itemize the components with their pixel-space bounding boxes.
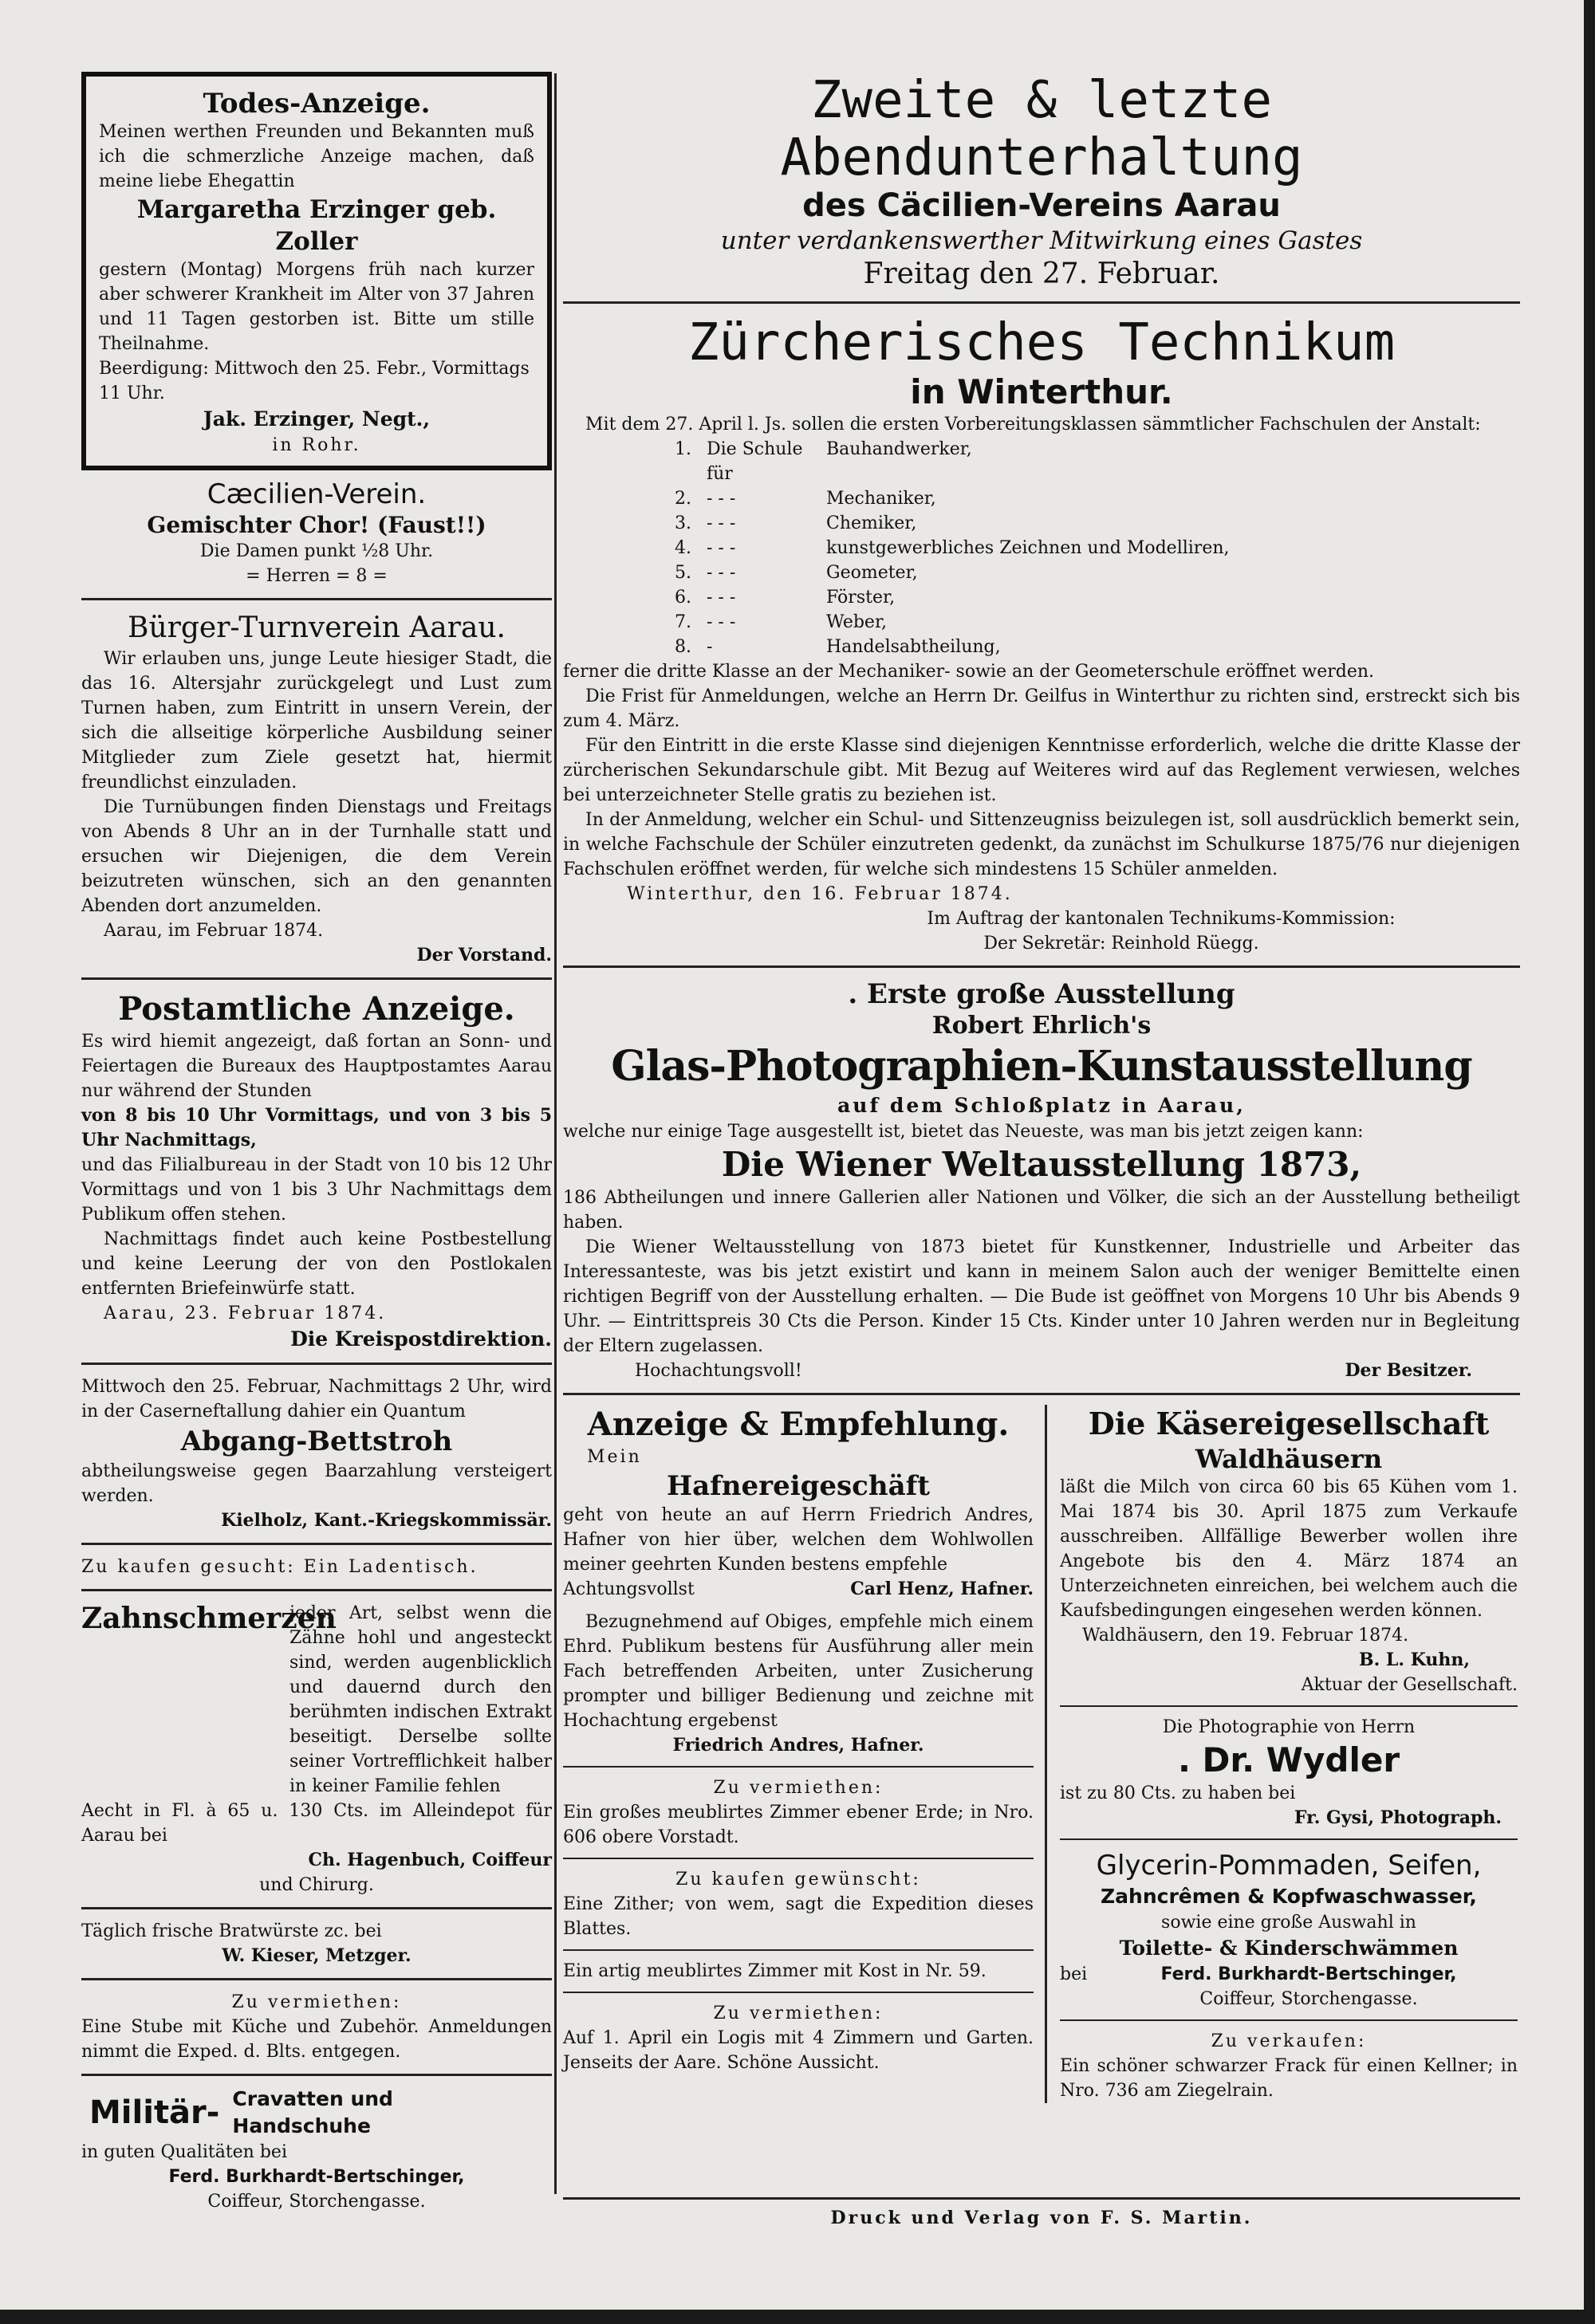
- kaeserei-date: Waldhäusern, den 19. Februar 1874.: [1082, 1626, 1409, 1646]
- technikum-schools-list: [675, 437, 1520, 659]
- concert-subtitle: des Cäcilien-Vereins Aarau: [802, 187, 1281, 224]
- turnverein-text-1: Wir erlauben uns, junge Leute hiesiger Stadt, die das 16. Altersjahr zurückgelegt und Lust zum Turnen haben, zum Eintritt in unsern Verein, der sich die allseitige körperliche Ausbildung seiner Mitglieder zum Ziele gesetzt hat, hiermit freundlichst einzuladen.: [81, 649, 552, 792]
- kaeserei-title: Die Käsereigesellschaft: [1088, 1406, 1490, 1441]
- glas-location: auf dem Schloßplatz in Aarau,: [837, 1094, 1246, 1117]
- item-number: 7.: [675, 612, 691, 632]
- left-column: [81, 72, 552, 2214]
- hafner-text-2: Bezugnehmend auf Obiges, empfehle mich einem Ehrd. Publikum bestens für Ausführung aller mein Fach betreffenden Arbeiten, unter Zusicherung prompter und billiger Bedienung und zeichne mit Hochachtung ergebenst: [563, 1612, 1034, 1731]
- deceased-name: Margaretha Erzinger geb. Zoller: [136, 195, 497, 256]
- caecilien-notice: [81, 477, 552, 588]
- scan-edge-right: [1584, 0, 1595, 2324]
- post-signature: Die Kreispostdirektion.: [290, 1327, 552, 1351]
- death-notice-text: Meinen werthen Freunden und Bekannten muß ich die schmerzliche Anzeige machen, daß meine liebe Ehegattin: [99, 122, 534, 191]
- stube-notice: [81, 1990, 552, 2064]
- frack-notice: [1060, 2029, 1518, 2103]
- glas-heading-1: . Erste große Ausstellung: [848, 978, 1235, 1010]
- post-notice: [81, 989, 552, 1353]
- glycerin-subtitle-2: Toilette- & Kinderschwämmen: [1119, 1937, 1459, 1960]
- hafner-text-1: geht von heute an auf Herrn Friedrich Andres, Hafner von hier über, welchen dem Wohlwollen meiner geehrten Kunden bestens empfehle: [563, 1505, 1034, 1575]
- militaer-cravatten: Cravatten und: [232, 2087, 393, 2110]
- death-notice: [81, 72, 552, 470]
- hafner-title: Anzeige & Empfehlung.: [587, 1406, 1010, 1443]
- divider: [1060, 2019, 1518, 2021]
- militaer-handschuhe: Handschuhe: [232, 2114, 371, 2137]
- glas-exhibition-notice: [563, 977, 1520, 1383]
- death-notice-title: Todes-Anzeige.: [203, 88, 431, 120]
- divider: [81, 977, 552, 980]
- technikum-school-item: [675, 635, 1520, 659]
- turnverein-text-2: Die Turnübungen finden Dienstags und Freitags von Abends 8 Uhr an in der Turnhalle statt und ersuchen wir Diejenigen, die dem Verein beizutreten wünschen, sich an den genannten Abenden dort anzumelden.: [81, 797, 552, 916]
- glas-signature: Der Besitzer.: [1345, 1360, 1472, 1381]
- ladentisch-notice: Zu kaufen gesucht: Ein Ladentisch.: [81, 1557, 478, 1577]
- glas-heading-2: Robert Ehrlich's: [931, 1012, 1152, 1040]
- technikum-text-4: In der Anmeldung, welcher ein Schul- und Sittenzeugniss beizulegen ist, soll ausdrücklich bemerkt sein, in welche Fachschule der Schüler einzutreten gedenkt, da zunächst im Schulkurse 1875/76 nur diejenigen Fachschulen eröffnet werden, für welche sich mindestens 15 Schüler anmelden.: [563, 810, 1520, 879]
- imprint-footer: [563, 2197, 1520, 2231]
- bettstroh-signature: Kielholz, Kant.-Kriegskommissär.: [221, 1510, 552, 1531]
- death-notice-text-2: gestern (Montag) Morgens früh nach kurzer aber schwerer Krankheit im Alter von 37 Jahren und 11 Tagen gestorben ist. Bitte um stille Theilnahme.: [99, 260, 534, 354]
- divider: [81, 1978, 552, 1980]
- militaer-notice: [81, 2086, 552, 2214]
- glycerin-notice: [1060, 1848, 1518, 2011]
- hafner-signature-2: Friedrich Andres, Hafner.: [672, 1735, 924, 1756]
- burial-info: Beerdigung: Mittwoch den 25. Febr., Vormittags 11 Uhr.: [99, 359, 530, 403]
- zahnschmerzen-signature-2: und Chirurg.: [259, 1875, 374, 1895]
- item-label: Geometer,: [826, 563, 918, 583]
- caecilien-line-1: Die Damen punkt ½8 Uhr.: [199, 541, 434, 561]
- turnverein-title: Bürger-Turnverein Aarau.: [128, 611, 506, 644]
- item-prefix: - - -: [707, 538, 736, 558]
- glycerin-title: Glycerin-Pommaden, Seifen,: [1096, 1850, 1482, 1882]
- technikum-signature-2: Der Sekretär: Reinhold Rüegg.: [983, 934, 1259, 954]
- item-label: kunstgewerbliches Zeichnen und Modelliren,: [826, 538, 1230, 558]
- divider: [81, 1363, 552, 1365]
- technikum-notice: [563, 313, 1520, 956]
- zither-notice: [563, 1867, 1034, 1941]
- logis-text: Auf 1. April ein Logis mit 4 Zimmern und Garten. Jenseits der Aare. Schöne Aussicht.: [563, 2028, 1034, 2073]
- turnverein-notice: [81, 610, 552, 968]
- concert-title: Zweite & letzte Abendunterhaltung: [780, 71, 1303, 187]
- kaeserei-text: läßt die Milch von circa 60 bis 65 Kühen vom 1. Mai 1874 bis 30. April 1875 zum Verkaufe ausschreiben. Allfällige Bewerber wollen ihre Angebote bis den 4. März 1874 an Unterzeichneten einreichen, bei welchem auch die Kaufsbedingungen eingesehen werden können.: [1060, 1477, 1518, 1621]
- item-number: 4.: [675, 538, 691, 558]
- hafner-notice: [563, 1405, 1034, 1758]
- concert-subtitle-2: unter verdankenswerther Mitwirkung eines Gastes: [720, 226, 1363, 255]
- glycerin-text: sowie eine große Auswahl in: [1161, 1913, 1416, 1933]
- divider: [1060, 1705, 1518, 1707]
- technikum-school-item: [675, 511, 1520, 536]
- zither-text: Eine Zither; von wem, sagt die Expedition dieses Blattes.: [563, 1894, 1034, 1939]
- item-label: Handelsabtheilung,: [826, 637, 1001, 657]
- divider: [563, 1992, 1034, 1993]
- wydler-title: . Dr. Wydler: [1177, 1740, 1400, 1779]
- death-notice-place: in Rohr.: [272, 435, 361, 455]
- technikum-subtitle: in Winterthur.: [910, 372, 1173, 411]
- wydler-text-1: Die Photographie von Herrn: [1162, 1717, 1416, 1737]
- zimmer-rent-text: Ein großes meublirtes Zimmer ebener Erde; in Nro. 606 obere Vorstadt.: [563, 1803, 1034, 1847]
- divider: [563, 1949, 1034, 1951]
- post-text-1: Es wird hiemit angezeigt, daß fortan an Sonn- und Feiertagen die Bureaux des Hauptpostamtes Aarau nur während der Stunden: [81, 1032, 552, 1101]
- divider: [81, 1907, 552, 1909]
- technikum-text-3: Für den Eintritt in die erste Klasse sind diejenigen Kenntnisse erforderlich, welche die dritte Klasse der zürcherischen Sekundarschule gibt. Mit Bezug auf Weiteres wird auf das Reglement verwiesen, welches bei unterzeichneter Stelle gratis zu beziehen ist.: [563, 736, 1520, 805]
- bratwurst-notice: [81, 1919, 552, 1968]
- zahnschmerzen-title: Zahnschmerzen: [81, 1602, 337, 1635]
- turnverein-signature: Der Vorstand.: [416, 945, 552, 965]
- item-prefix: - - -: [707, 563, 736, 583]
- technikum-school-item: [675, 585, 1520, 610]
- frack-title: Zu verkaufen:: [1211, 2031, 1367, 2051]
- glycerin-signature-1: Ferd. Burkhardt-Bertschinger,: [1160, 1964, 1457, 1984]
- technikum-title: Zürcherisches Technikum: [687, 313, 1396, 372]
- scan-edge-bottom: [0, 2310, 1595, 2324]
- divider: [563, 2197, 1520, 2200]
- technikum-school-item: [675, 486, 1520, 511]
- glas-text-1: welche nur einige Tage ausgestellt ist, bietet das Neueste, was man bis jetzt zeigen kann:: [563, 1122, 1364, 1142]
- item-prefix: - - -: [707, 489, 736, 509]
- glas-closing: Hochachtungsvoll!: [635, 1361, 802, 1381]
- ads-right-subcolumn: [1047, 1405, 1518, 2103]
- kaeserei-signature-1: B. L. Kuhn,: [1359, 1650, 1470, 1670]
- item-number: 3.: [675, 513, 691, 533]
- right-column: [563, 72, 1520, 2103]
- item-prefix: Die Schule für: [707, 439, 803, 484]
- two-column-ads: [563, 1405, 1520, 2103]
- glycerin-signature-2: Coiffeur, Storchengasse.: [1199, 1989, 1418, 2009]
- bratwurst-signature: W. Kieser, Metzger.: [222, 1945, 412, 1966]
- wydler-text-2: ist zu 80 Cts. zu haben bei: [1060, 1783, 1296, 1803]
- divider: [81, 1589, 552, 1591]
- ads-left-subcolumn: [563, 1405, 1047, 2103]
- militaer-text: in guten Qualitäten bei: [81, 2142, 287, 2162]
- technikum-text-2: Die Frist für Anmeldungen, welche an Herrn Dr. Geilfus in Winterthur zu richten sind, erstreckt sich bis zum 4. März.: [563, 686, 1520, 731]
- zahnschmerzen-signature: Ch. Hagenbuch, Coiffeur: [308, 1850, 552, 1870]
- wydler-notice: [1060, 1715, 1518, 1830]
- bratwurst-text: Täglich frische Bratwürste zc. bei: [81, 1921, 382, 1941]
- item-prefix: - - -: [707, 513, 736, 533]
- divider: [563, 1766, 1034, 1768]
- technikum-text-1: ferner die dritte Klasse an der Mechaniker- sowie an der Geometerschule eröffnet werden.: [563, 662, 1375, 682]
- glas-text-2: 186 Abtheilungen und innere Gallerien aller Nationen und Völker, die sich an der Ausstellung betheiligt haben.: [563, 1188, 1520, 1233]
- item-label: Chemiker,: [826, 513, 917, 533]
- zither-title: Zu kaufen gewünscht:: [675, 1870, 921, 1889]
- item-label: Mechaniker,: [826, 489, 936, 509]
- glas-text-3: Die Wiener Weltausstellung von 1873 bietet für Kunstkenner, Industrielle und Arbeiter das Interessanteste, was bis jetzt existirt und kann in meinem Salon auch der weniger Bemittelte einen richtigen Begriff von der Ausstellung erhalten. — Die Bude ist geöffnet von Morgens 10 Uhr bis Abends 9 Uhr. — Eintrittspreis 30 Cts die Person. Kinder 15 Cts. Kinder unter 10 Jahren werden nur in Begleitung der Eltern zugelassen.: [563, 1237, 1520, 1356]
- hafner-subtitle: Hafnereigeschäft: [667, 1470, 930, 1502]
- technikum-school-item: [675, 437, 1520, 486]
- post-date: Aarau, 23. Februar 1874.: [104, 1304, 387, 1323]
- divider: [81, 2074, 552, 2076]
- item-prefix: - - -: [707, 588, 736, 608]
- concert-notice: [563, 72, 1520, 292]
- divider: [563, 301, 1520, 304]
- divider: [563, 1393, 1520, 1395]
- post-text-3: Nachmittags findet auch keine Postbestellung und keine Leerung der von den Postlokalen entfernten Briefeinwürfe statt.: [81, 1229, 552, 1299]
- glas-title: Glas-Photographien-Kunstausstellung: [611, 1042, 1472, 1091]
- item-label: Weber,: [826, 612, 888, 632]
- item-number: 5.: [675, 563, 691, 583]
- caecilien-subtitle: Gemischter Chor! (Faust!!): [147, 512, 486, 538]
- item-number: 8.: [675, 637, 691, 657]
- divider: [81, 598, 552, 600]
- kaeserei-signature-2: Aktuar der Gesellschaft.: [1301, 1675, 1518, 1695]
- post-text-2: und das Filialbureau in der Stadt von 10 bis 12 Uhr Vormittags und von 1 bis 3 Uhr Nachmittags dem Publikum offen stehen.: [81, 1155, 552, 1225]
- glycerin-subtitle: Zahncrêmen & Kopfwaschwasser,: [1101, 1885, 1477, 1908]
- caecilien-title: Cæcilien-Verein.: [207, 478, 427, 510]
- post-hours: von 8 bis 10 Uhr Vormittags, und von 3 bis 5 Uhr Nachmittags,: [81, 1105, 552, 1150]
- item-label: Bauhandwerker,: [826, 439, 972, 459]
- bettstroh-notice: [81, 1374, 552, 1533]
- bettstroh-text-2: abtheilungsweise gegen Baarzahlung versteigert werden.: [81, 1461, 552, 1506]
- glas-wien-title: Die Wiener Weltausstellung 1873,: [721, 1145, 1362, 1184]
- technikum-signature-1: Im Auftrag der kantonalen Technikums-Kommission:: [927, 909, 1396, 929]
- technikum-school-item: [675, 610, 1520, 635]
- zahnschmerzen-notice: [81, 1601, 552, 1897]
- wydler-signature: Fr. Gysi, Photograph.: [1294, 1807, 1502, 1828]
- imprint-text: Druck und Verlag von F. S. Martin.: [830, 2208, 1253, 2228]
- zimmer-rent-notice: [563, 1775, 1034, 1850]
- zimmer-rent-title: Zu vermiethen:: [713, 1778, 884, 1798]
- item-label: Förster,: [826, 588, 896, 608]
- hafner-closing: Achtungsvollst: [563, 1579, 695, 1599]
- kaeserei-subtitle: Waldhäusern: [1195, 1444, 1383, 1474]
- technikum-school-item: [675, 536, 1520, 560]
- logis-notice: [563, 2001, 1034, 2075]
- zahnschmerzen-text-1: jeder Art, selbst wenn die Zähne hohl und angesteckt sind, werden augenblicklich und dauernd durch den berühmten indischen Extrakt beseitigt. Derselbe sollte seiner Vortrefflichkeit halber in keiner Familie fehlen: [289, 1603, 552, 1796]
- divider: [1060, 1838, 1518, 1840]
- divider: [81, 1543, 552, 1545]
- zimmer-kost-notice: Ein artig meublirtes Zimmer mit Kost in Nr. 59.: [563, 1961, 987, 1981]
- divider: [563, 1858, 1034, 1859]
- stube-title: Zu vermiethen:: [231, 1992, 402, 2012]
- divider: [563, 965, 1520, 968]
- glycerin-bei: bei: [1060, 1964, 1088, 1984]
- item-number: 2.: [675, 489, 691, 509]
- technikum-date: Winterthur, den 16. Februar 1874.: [627, 884, 1013, 904]
- bettstroh-text-1: Mittwoch den 25. Februar, Nachmittags 2 Uhr, wird in der Caserneftallung dahier ein Quantum: [81, 1377, 552, 1422]
- bettstroh-title: Abgang-Bettstroh: [180, 1425, 453, 1457]
- militaer-title: Militär-: [89, 2094, 220, 2131]
- militaer-signature-2: Coiffeur, Storchengasse.: [207, 2192, 426, 2212]
- militaer-signature: Ferd. Burkhardt-Bertschinger,: [168, 2167, 465, 2187]
- item-prefix: - - -: [707, 612, 736, 632]
- turnverein-date: Aarau, im Februar 1874.: [104, 921, 324, 941]
- technikum-school-item: [675, 560, 1520, 585]
- item-prefix: -: [707, 637, 713, 657]
- hafner-signature-1: Carl Henz, Hafner.: [850, 1579, 1034, 1599]
- stube-text: Eine Stube mit Küche und Zubehör. Anmeldungen nimmt die Exped. d. Blts. entgegen.: [81, 2017, 552, 2062]
- death-notice-signature: Jak. Erzinger, Negt.,: [203, 407, 431, 431]
- logis-title: Zu vermiethen:: [713, 2004, 884, 2023]
- post-title: Postamtliche Anzeige.: [118, 990, 515, 1028]
- hafner-mein: Mein: [587, 1447, 642, 1467]
- technikum-intro: Mit dem 27. April l. Js. sollen die ersten Vorbereitungsklassen sämmtlicher Fachschulen der Anstalt:: [585, 415, 1481, 435]
- zahnschmerzen-text-2: Aecht in Fl. à 65 u. 130 Cts. im Alleindepot für Aarau bei: [81, 1801, 552, 1846]
- item-number: 1.: [675, 439, 691, 459]
- caecilien-line-2: = Herren = 8 =: [246, 566, 388, 586]
- kaeserei-notice: [1060, 1405, 1518, 1697]
- concert-date: Freitag den 27. Februar.: [863, 258, 1220, 290]
- frack-text: Ein schöner schwarzer Frack für einen Kellner; in Nro. 736 am Ziegelrain.: [1060, 2056, 1518, 2101]
- column-divider: [554, 73, 557, 2194]
- item-number: 6.: [675, 588, 691, 608]
